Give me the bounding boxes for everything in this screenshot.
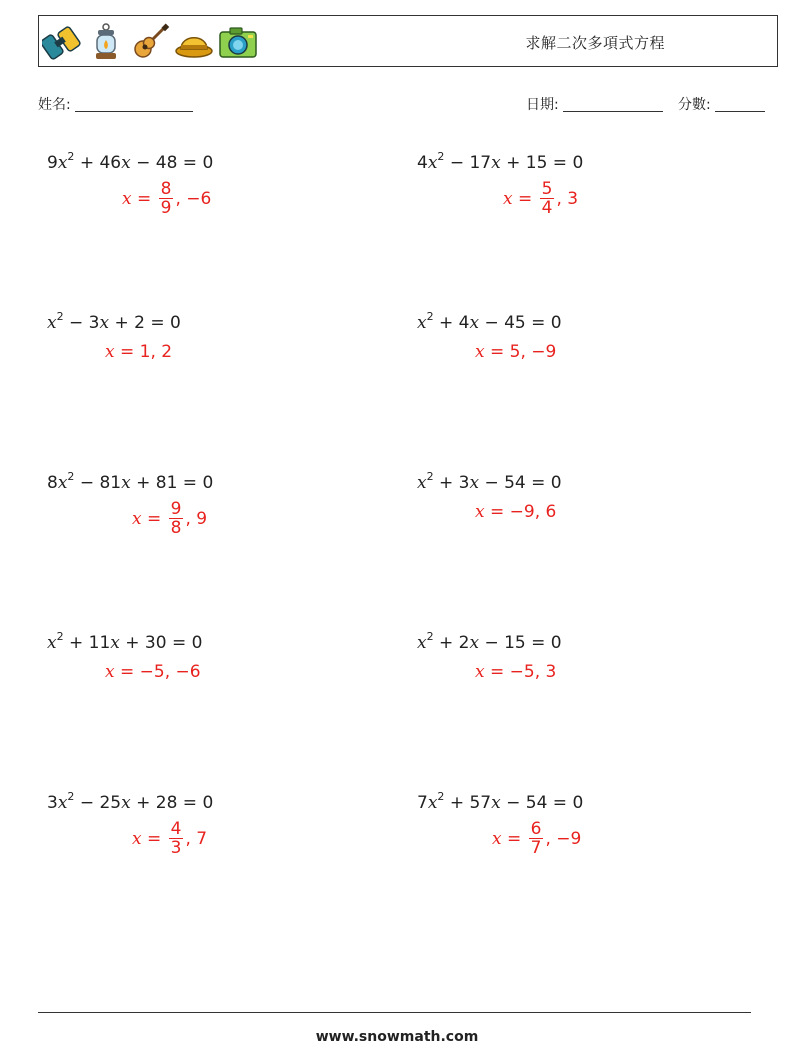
name-blank <box>75 97 193 112</box>
score-field <box>678 94 765 114</box>
problem-answer: x = 5, −9 <box>475 342 557 362</box>
problem-answer: x = $\frac{4}{3}$ , 7 <box>132 819 208 858</box>
problem-equation: $9x^2 + 46x - 48 = 0$ <box>47 150 214 173</box>
problem-equation: $x^2 + 2x - 15 = 0$ <box>417 630 562 653</box>
problem-equation: $8x^2 - 81x + 81 = 0$ <box>47 470 214 493</box>
date-field <box>526 94 663 114</box>
name-field <box>38 94 193 114</box>
footer-divider <box>38 1012 751 1013</box>
problem-equation: $4x^2 - 17x + 15 = 0$ <box>417 150 584 173</box>
name-label: 姓名: <box>38 97 71 113</box>
problem-equation: $7x^2 + 57x - 54 = 0$ <box>417 790 584 813</box>
worksheet-header <box>38 15 778 67</box>
problem-answer: x = $\frac{8}{9}$ , −6 <box>122 179 212 218</box>
problem-equation: $x^2 + 11x + 30 = 0$ <box>47 630 203 653</box>
pith-helmet-icon <box>174 22 214 62</box>
problem-answer: x = −5, −6 <box>105 662 201 682</box>
binoculars-icon <box>42 22 82 62</box>
footer-url: www.snowmath.com <box>315 1029 479 1045</box>
problem-answer: x = −9, 6 <box>475 502 557 522</box>
problem-equation: $3x^2 - 25x + 28 = 0$ <box>47 790 214 813</box>
problem-answer: x = 1, 2 <box>105 342 173 362</box>
problem-equation: $x^2 - 3x + 2 = 0$ <box>47 310 181 333</box>
problem-equation: $x^2 + 4x - 45 = 0$ <box>417 310 562 333</box>
problem-answer: x = −5, 3 <box>475 662 557 682</box>
camera-icon <box>218 22 258 62</box>
lantern-icon <box>86 22 126 62</box>
score-label: 分數: <box>678 97 711 113</box>
date-blank <box>563 97 663 112</box>
worksheet-title: 求解二次多項式方程 <box>525 34 665 52</box>
date-label: 日期: <box>526 97 559 113</box>
problem-answer: x = $\frac{5}{4}$ , 3 <box>503 179 579 218</box>
problem-answer: x = $\frac{9}{8}$ , 9 <box>132 499 208 538</box>
problem-answer: x = $\frac{6}{7}$ , −9 <box>492 819 582 858</box>
header-icons <box>42 20 258 64</box>
guitar-icon <box>130 22 170 62</box>
score-blank <box>715 97 765 112</box>
problem-equation: $x^2 + 3x - 54 = 0$ <box>417 470 562 493</box>
